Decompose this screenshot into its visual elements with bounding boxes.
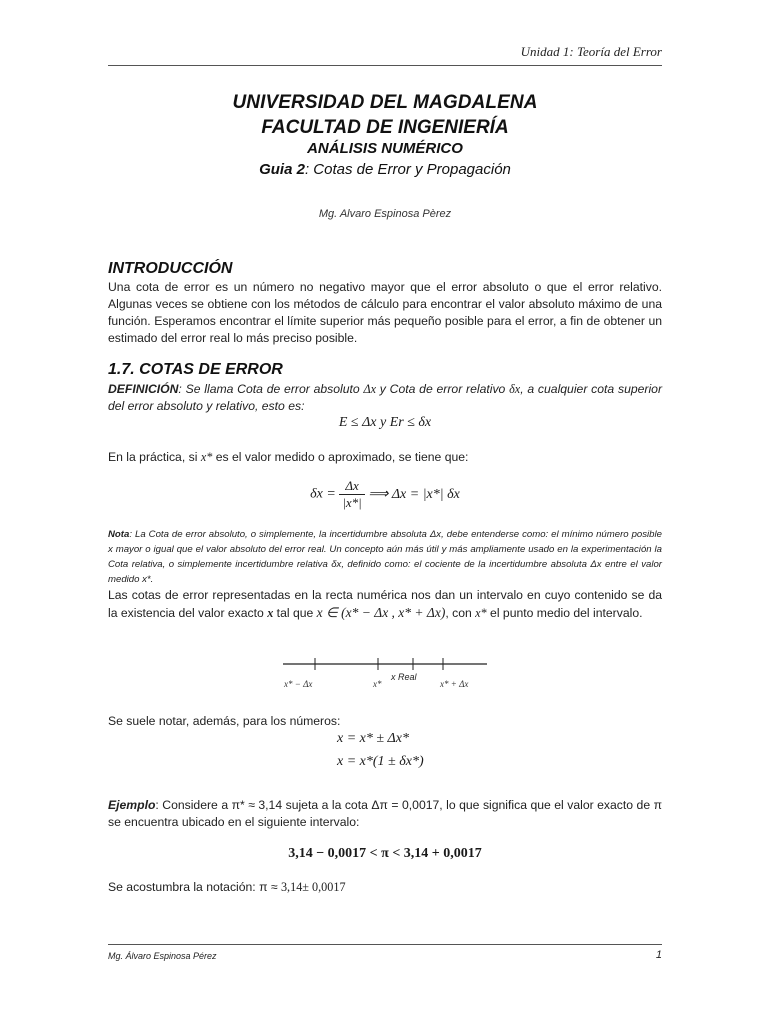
definition-paragraph <box>108 381 662 415</box>
note-text: : La Cota de error absoluto, o simplemente, la incertidumbre absoluta Δx, debe entenderse como: el mínimo número posible x mayor o igual que el valor absoluto del error real. Un concepto aún más útil y más ampliamente usado en la experimentación la Cota relativa, o simplemente incertidumbre relativa δx, definido como: el cociente de la incertidumbre absoluta Δx entre el valor medido x*. <box>108 529 662 585</box>
interval-paragraph <box>108 587 662 622</box>
university-title: UNIVERSIDAD DEL MAGDALENA <box>232 92 538 113</box>
note-label: Nota <box>108 529 130 540</box>
interval-expression: x ∈ (x* − Δx , x* + Δx) <box>316 605 446 620</box>
formula-denominator: |x*| <box>342 495 362 510</box>
definition-text-1: : Se llama Cota de error absoluto <box>178 382 364 396</box>
example-text: : Considere a π* ≈ 3,14 sujeta a la cota Δπ = 0,0017, lo que significa que el valor exacto de π se encuentra ubicado en el siguiente intervalo: <box>108 798 662 829</box>
abs-error-bound-symbol: Δx <box>363 382 376 396</box>
course-title: ANÁLISIS NUMÉRICO <box>307 140 463 157</box>
definition-text-2: y Cota de error relativo <box>376 382 510 396</box>
notation-absolute: x = x* ± Δx* <box>337 731 409 746</box>
exact-value-symbol: x <box>267 606 274 620</box>
interval-text-3: , con <box>445 606 476 620</box>
notation-relative: x = x*(1 ± δx*) <box>337 754 424 769</box>
note-paragraph <box>108 527 662 587</box>
guide-prefix: Guia 2 <box>259 161 305 178</box>
numline-label-left: x* − Δx <box>284 679 313 689</box>
section-heading: 1.7. COTAS DE ERROR <box>108 361 283 378</box>
practice-text-1: En la práctica, si <box>108 450 201 464</box>
custom-notation-value: 3,14± 0,0017 <box>280 880 346 894</box>
definition-label: DEFINICIÓN <box>108 382 179 396</box>
interval-text-4: el punto medio del intervalo. <box>486 606 643 620</box>
example-interval: 3,14 − 0,0017 < π < 3,14 + 0,0017 <box>288 846 482 861</box>
running-header: Unidad 1: Teoría del Error <box>520 44 662 59</box>
formula-fraction <box>339 478 364 511</box>
header-rule <box>108 65 662 66</box>
custom-notation-line <box>108 879 662 896</box>
midpoint-symbol: x* <box>475 606 487 620</box>
numline-label-real: x Real <box>391 672 417 682</box>
definition-text-3: , a cualquier cota superior del error absoluto y relativo, esto es: <box>108 382 663 413</box>
notation-intro: Se suele notar, además, para los números: <box>108 714 341 728</box>
author-line: Mg. Alvaro Espinosa Pèrez <box>318 208 452 220</box>
guide-title <box>108 161 662 178</box>
faculty-title: FACULTAD DE INGENIERÍA <box>261 117 509 138</box>
example-label: Ejemplo <box>108 798 156 812</box>
practice-text-2: es el valor medido o aproximado, se tiene que: <box>212 450 469 464</box>
footer-rule <box>108 944 662 945</box>
numline-label-right: x* + Δx <box>440 679 469 689</box>
numline-label-mid: x* <box>373 679 382 689</box>
intro-heading: INTRODUCCIÓN <box>108 260 233 277</box>
intro-paragraph: Una cota de error es un número no negativo mayor que el error absoluto o que el error relativo. Algunas veces se obtiene con los métodos de cálculo para encontrar el valor absoluto máximo de una función. Esperamos encontrar el límite superior más pequeño posible para el error, a fin de obtener un estimado del error real lo más preciso posible. <box>108 280 662 345</box>
measured-value-symbol: x* <box>200 450 213 464</box>
guide-subtitle: : Cotas de Error y Propagación <box>304 161 511 178</box>
practice-paragraph <box>108 449 662 466</box>
number-line-graphic <box>280 650 490 700</box>
page-number: 1 <box>655 949 662 961</box>
formula-numerator: Δx <box>339 478 364 495</box>
formula-rhs: ⟹ Δx = |x*| δx <box>368 487 460 502</box>
number-line-figure <box>280 650 490 700</box>
example-paragraph <box>108 797 662 831</box>
formula-lhs: δx = <box>310 486 336 502</box>
custom-notation-text: Se acostumbra la notación: π ≈ <box>108 880 281 894</box>
rel-error-bound-symbol: δx <box>509 382 521 396</box>
interval-text-1: Las cotas de error representadas en la recta numérica nos dan un intervalo en cuyo contenido se da la existencia del valor exacto <box>108 588 662 620</box>
interval-text-2: tal que <box>273 606 317 620</box>
footer-author: Mg. Álvaro Espinosa Pérez <box>108 951 217 961</box>
relative-bound-formula <box>108 478 662 511</box>
error-bound-inequality: E ≤ Δx y Er ≤ δx <box>338 415 432 430</box>
